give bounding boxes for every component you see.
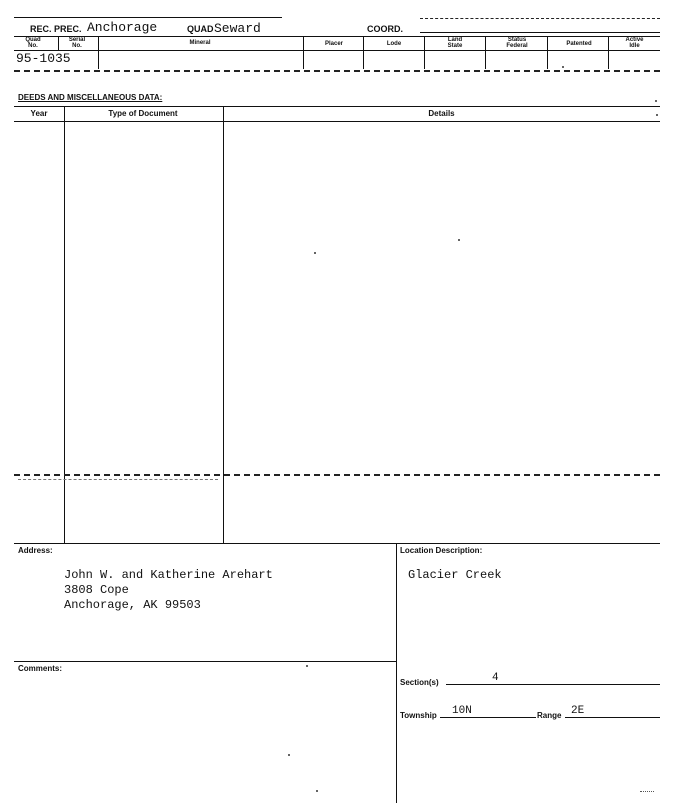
header-top-dashes — [420, 18, 660, 19]
speck — [458, 239, 460, 241]
address-label: Address: — [18, 546, 53, 555]
col-details: Details — [428, 109, 455, 118]
col-lode: Lode — [386, 41, 402, 47]
col-mineral: Mineral — [189, 40, 211, 46]
divider-serial — [98, 36, 99, 69]
row-bottom-dashes — [14, 70, 660, 72]
address-bottom-line — [14, 661, 396, 662]
col-year: Year — [30, 109, 48, 118]
deeds-header-underline — [14, 121, 660, 122]
col-active-idle: Active Idle — [625, 37, 644, 49]
coord-label: COORD. — [367, 24, 403, 34]
quad-number-value: 95-1035 — [16, 51, 71, 66]
deeds-divider-year — [64, 106, 65, 543]
column-header-underline — [14, 50, 660, 51]
township-value: 10N — [452, 705, 472, 717]
township-label: Township — [400, 711, 437, 720]
speck — [314, 252, 316, 254]
deeds-bottom-line — [14, 543, 660, 544]
deeds-dashed-line — [14, 474, 660, 476]
divider-placer — [363, 36, 364, 69]
location-description-label: Location Description: — [400, 546, 483, 555]
divider-patented — [608, 36, 609, 69]
location-description-value: Glacier Creek — [408, 568, 502, 582]
col-status-federal: Status Federal — [506, 37, 528, 49]
divider-mineral — [303, 36, 304, 69]
coord-right-line — [420, 32, 660, 33]
scan-mark — [640, 791, 654, 795]
lower-divider — [396, 543, 397, 803]
divider-quad — [58, 36, 59, 50]
section-value: 4 — [492, 672, 499, 684]
range-underline — [565, 717, 660, 718]
col-placer: Placer — [324, 41, 343, 47]
deeds-title: DEEDS AND MISCELLANEOUS DATA: — [18, 93, 163, 102]
speck — [306, 665, 308, 667]
col-land-state: Land State — [447, 37, 463, 49]
col-quad-no: Quad No. — [25, 37, 41, 49]
deeds-top-line — [14, 106, 660, 107]
divider-status — [547, 36, 548, 69]
address-line-3: Anchorage, AK 99503 — [64, 598, 201, 612]
speck — [316, 790, 318, 792]
speck — [562, 66, 564, 68]
deeds-dashed-line-faint — [18, 479, 218, 480]
header-underline — [14, 36, 660, 37]
range-label: Range — [537, 711, 562, 720]
range-value: 2E — [571, 705, 585, 717]
section-label: Section(s) — [400, 678, 439, 687]
header-top-line — [14, 17, 282, 18]
col-serial-no: Serial No. — [68, 37, 86, 49]
quad-value: Seward — [214, 21, 261, 36]
speck — [288, 754, 290, 756]
comments-label: Comments: — [18, 664, 63, 673]
divider-lode — [424, 36, 425, 69]
speck — [656, 114, 658, 116]
township-underline — [440, 717, 536, 718]
quad-label: QUAD — [187, 24, 214, 34]
address-line-2: 3808 Cope — [64, 583, 129, 597]
rec-prec-value: Anchorage — [87, 20, 158, 35]
col-type-of-document: Type of Document — [108, 109, 178, 118]
rec-prec-label: REC. PREC. — [30, 24, 82, 34]
section-underline — [446, 684, 660, 685]
col-patented: Patented — [566, 41, 592, 47]
speck — [655, 100, 657, 102]
deeds-divider-type — [223, 106, 224, 543]
address-line-1: John W. and Katherine Arehart — [64, 568, 273, 582]
divider-land — [485, 36, 486, 69]
